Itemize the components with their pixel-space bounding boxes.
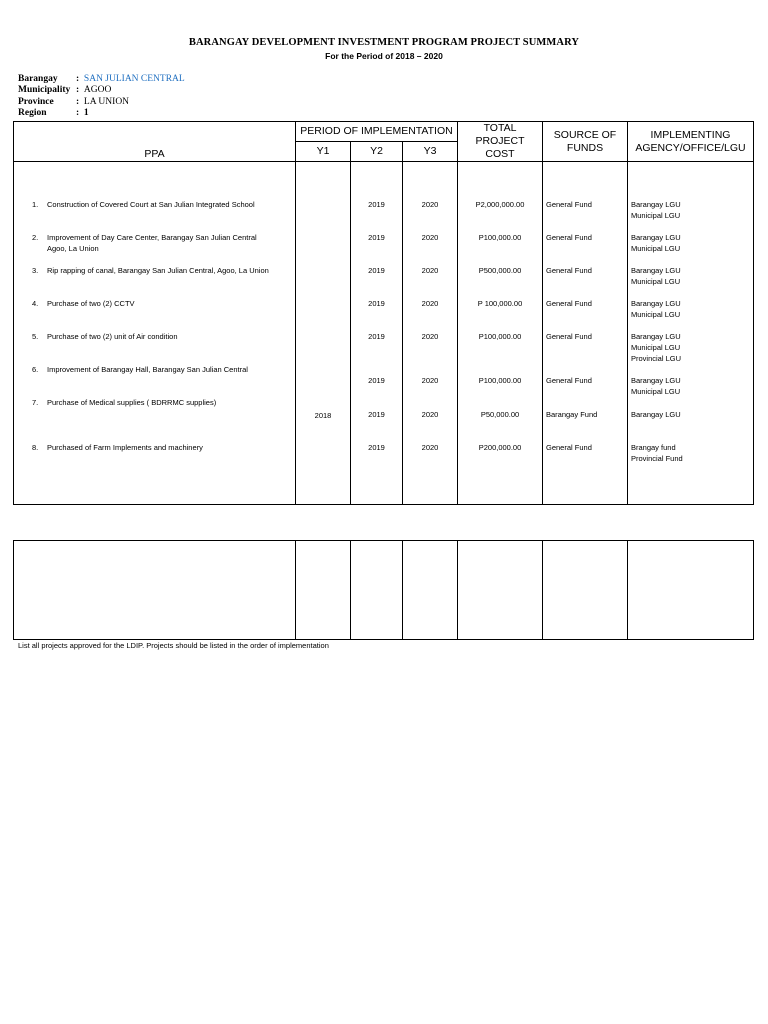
agency-value: Municipal LGU <box>631 387 681 396</box>
cost-value: P100,000.00 <box>478 376 522 385</box>
agency-column <box>628 162 754 505</box>
col-header-source: SOURCE OF FUNDS <box>543 122 628 162</box>
agency-value: Barangay LGU <box>631 332 681 341</box>
col-header-y2: Y2 <box>351 142 403 162</box>
ppa-number: 5. <box>32 332 39 341</box>
document-title: BARANGAY DEVELOPMENT INVESTMENT PROGRAM PROJECT SUMMARY <box>188 37 580 48</box>
y3-value: 2020 <box>421 376 439 385</box>
col-header-cost: TOTAL PROJECT COST <box>458 122 543 162</box>
ppa-description: Rip rapping of canal, Barangay San Julian Central, Agoo, La Union <box>47 266 269 275</box>
province-label: Province <box>18 97 54 107</box>
municipality-label: Municipality <box>18 85 71 95</box>
source-value: General Fund <box>546 332 592 341</box>
municipality-value: AGOO <box>83 85 112 95</box>
source-value: General Fund <box>546 299 592 308</box>
blank-cell <box>543 541 628 640</box>
municipality-line <box>18 85 111 96</box>
document-subtitle: For the Period of 2018 – 2020 <box>325 51 443 61</box>
agency-value: Barangay LGU <box>631 410 681 419</box>
ppa-description: Improvement of Barangay Hall, Barangay San Julian Central <box>47 365 248 374</box>
ppa-number: 4. <box>32 299 39 308</box>
cost-value: P200,000.00 <box>478 443 522 452</box>
ppa-number: 3. <box>32 266 39 275</box>
cost-column <box>458 162 543 505</box>
ppa-number: 2. <box>32 233 39 242</box>
source-value: General Fund <box>546 376 592 385</box>
col-header-ppa: PPA <box>14 122 296 162</box>
ppa-number: 6. <box>32 365 39 374</box>
footnote: List all projects approved for the LDIP. Projects should be listed in the order of implementation <box>18 641 329 650</box>
agency-value: Municipal LGU <box>631 277 681 286</box>
ppa-description: Construction of Covered Court at San Julian Integrated School <box>47 200 255 209</box>
agency-value: Provincial Fund <box>631 454 683 463</box>
cost-value: P100,000.00 <box>478 233 522 242</box>
y2-value: 2019 <box>368 376 385 385</box>
source-value: General Fund <box>546 233 592 242</box>
agency-value: Barangay LGU <box>631 376 681 385</box>
agency-value: Municipal LGU <box>631 310 681 319</box>
cost-value: P 100,000.00 <box>477 299 523 308</box>
blank-table <box>13 540 754 640</box>
y2-value: 2019 <box>368 299 385 308</box>
agency-value: Municipal LGU <box>631 244 681 253</box>
barangay-label: Barangay <box>18 74 58 84</box>
blank-cell <box>403 541 458 640</box>
region-label: Region <box>18 108 47 118</box>
cost-value: P50,000.00 <box>480 410 520 419</box>
cost-value: P100,000.00 <box>478 332 522 341</box>
source-value: General Fund <box>546 200 592 209</box>
col-header-agency: IMPLEMENTING AGENCY/OFFICE/LGU <box>628 122 754 162</box>
blank-cell <box>296 541 351 640</box>
y1-column <box>296 162 351 505</box>
col-header-period: PERIOD OF IMPLEMENTATION <box>296 122 458 142</box>
y2-value: 2019 <box>368 266 385 275</box>
source-value: Barangay Fund <box>546 410 598 419</box>
barangay-value: SAN JULIAN CENTRAL <box>83 74 185 84</box>
agency-value: Barangay LGU <box>631 233 681 242</box>
blank-cell <box>14 541 296 640</box>
y3-value: 2020 <box>421 410 439 419</box>
agency-value: Brangay fund <box>631 443 676 452</box>
separator: : <box>76 85 80 95</box>
province-value: LA UNION <box>83 97 130 107</box>
ppa-description: Purchase of two (2) unit of Air condition <box>47 332 178 341</box>
col-header-y3: Y3 <box>403 142 458 162</box>
ppa-number: 1. <box>32 200 39 209</box>
y3-value: 2020 <box>421 200 439 209</box>
source-value: General Fund <box>546 443 592 452</box>
y2-value: 2019 <box>368 332 385 341</box>
y3-value: 2020 <box>421 233 439 242</box>
y2-value: 2019 <box>368 443 385 452</box>
ppa-description: Improvement of Day Care Center, Barangay San Julian Central <box>47 233 257 242</box>
y2-value: 2019 <box>368 233 385 242</box>
source-column <box>543 162 628 505</box>
y3-value: 2020 <box>421 332 439 341</box>
province-line <box>18 97 129 108</box>
agency-value: Barangay LGU <box>631 200 681 209</box>
ppa-description: Purchase of Medical supplies ( BDRRMC supplies) <box>47 398 217 407</box>
y3-column <box>403 162 458 505</box>
agency-value: Provincial LGU <box>631 354 682 363</box>
cost-value: P2,000,000.00 <box>475 200 525 209</box>
y2-value: 2019 <box>368 410 385 419</box>
project-summary-table <box>13 121 754 505</box>
separator: : <box>76 74 80 84</box>
y3-value: 2020 <box>421 443 439 452</box>
blank-cell <box>351 541 403 640</box>
ppa-description: Purchased of Farm Implements and machinery <box>47 443 203 452</box>
agency-value: Municipal LGU <box>631 211 681 220</box>
barangay-line <box>18 74 185 85</box>
agency-value: Municipal LGU <box>631 343 681 352</box>
y3-value: 2020 <box>421 266 439 275</box>
blank-cell <box>628 541 754 640</box>
separator: : <box>76 108 80 118</box>
region-value: 1 <box>83 108 89 118</box>
cost-value: P500,000.00 <box>478 266 522 275</box>
ppa-column <box>14 162 296 505</box>
ppa-number: 7. <box>32 398 39 407</box>
ppa-description: Agoo, La Union <box>47 244 99 253</box>
ppa-number: 8. <box>32 443 39 452</box>
separator: : <box>76 97 80 107</box>
region-line <box>18 108 89 119</box>
col-header-y1: Y1 <box>296 142 351 162</box>
ppa-description: Purchase of two (2) CCTV <box>47 299 135 308</box>
y1-value: 2018 <box>314 411 332 420</box>
agency-value: Barangay LGU <box>631 266 681 275</box>
y3-value: 2020 <box>421 299 439 308</box>
blank-cell <box>458 541 543 640</box>
y2-column <box>351 162 403 505</box>
source-value: General Fund <box>546 266 592 275</box>
agency-value: Barangay LGU <box>631 299 681 308</box>
y2-value: 2019 <box>368 200 385 209</box>
